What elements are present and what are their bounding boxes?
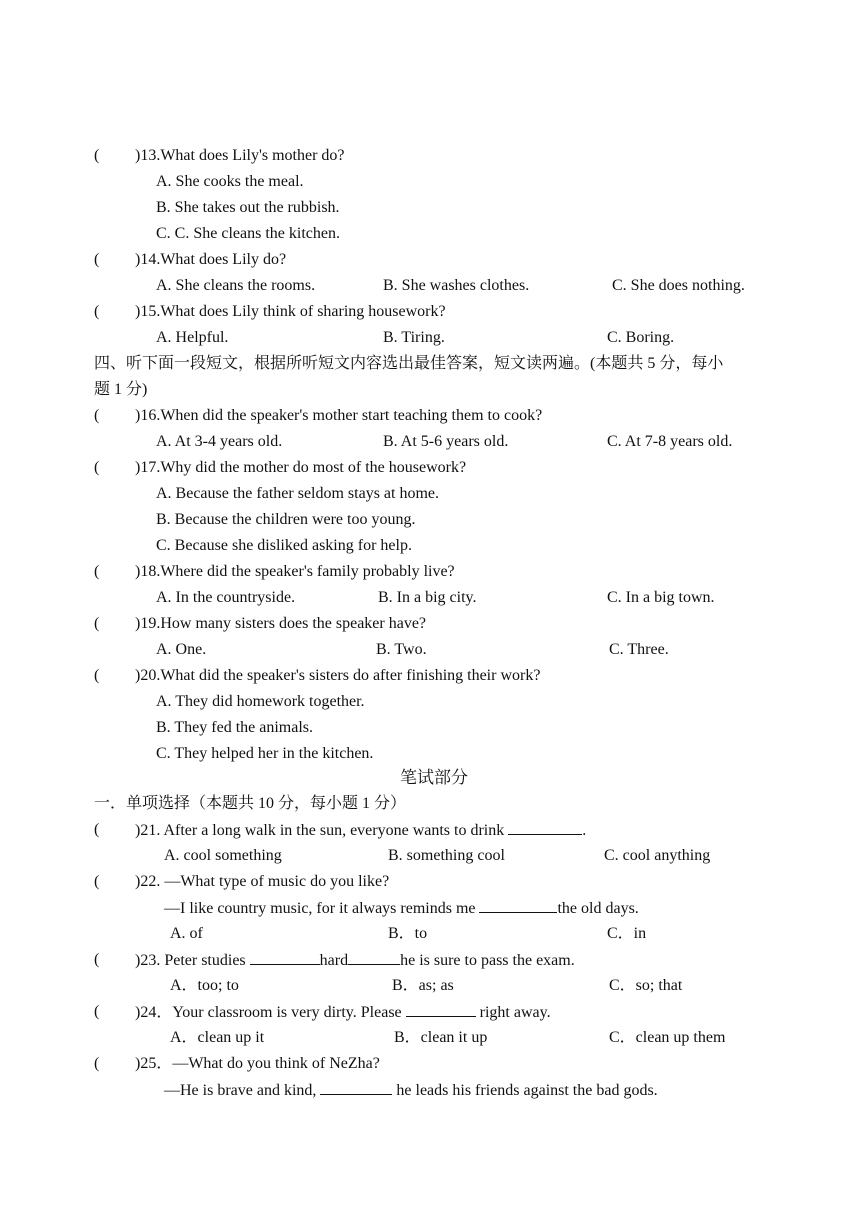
question-15 xyxy=(0,300,868,324)
section-4-instruction-cont: 题 1 分) xyxy=(94,381,148,398)
option-row xyxy=(0,844,868,868)
option-row xyxy=(0,638,868,662)
option-a: A．too; to xyxy=(170,977,239,994)
section-4-header-cont xyxy=(0,378,868,402)
answer-bracket[interactable]: ( xyxy=(94,873,100,890)
option-b: B. She takes out the rubbish. xyxy=(156,199,340,216)
option-a: A. She cleans the rooms. xyxy=(156,277,316,294)
option-b: B．to xyxy=(388,925,428,942)
answer-bracket[interactable]: ( xyxy=(94,147,100,164)
option-row xyxy=(0,716,868,740)
question-14 xyxy=(0,248,868,272)
option-row xyxy=(0,326,868,350)
question-text-start: —He is brave and kind, xyxy=(164,1082,321,1099)
option-c: C. Three. xyxy=(609,641,669,658)
question-22 xyxy=(0,870,868,894)
question-23 xyxy=(0,948,868,972)
fill-blank[interactable] xyxy=(250,948,320,965)
option-a: A. She cooks the meal. xyxy=(156,173,304,190)
option-b: B. Because the children were too young. xyxy=(156,511,416,528)
answer-bracket[interactable]: ( xyxy=(94,821,100,838)
option-b: B. Two. xyxy=(376,641,427,658)
question-text-end: . xyxy=(582,822,587,839)
question-text-start: )24．Your classroom is very dirty. Please xyxy=(135,1004,406,1021)
option-b: B. They fed the animals. xyxy=(156,719,313,736)
question-text xyxy=(135,1000,551,1025)
option-a: A. Because the father seldom stays at home. xyxy=(156,485,440,502)
option-a: A. At 3-4 years old. xyxy=(156,433,283,450)
option-c: C. Because she disliked asking for help. xyxy=(156,537,412,554)
question-text-end: the old days. xyxy=(557,900,639,917)
question-text: )22. —What type of music do you like? xyxy=(135,873,390,890)
option-c: C．so; that xyxy=(609,977,683,994)
question-text-mid: hard xyxy=(319,952,349,969)
fill-blank[interactable] xyxy=(406,1000,476,1017)
answer-bracket[interactable]: ( xyxy=(94,251,100,268)
question-17 xyxy=(0,456,868,480)
option-row xyxy=(0,430,868,454)
question-text-start: —I like country music, for it always reminds me xyxy=(164,900,480,917)
question-18 xyxy=(0,560,868,584)
option-c: C．clean up them xyxy=(609,1029,726,1046)
question-text: )20.What did the speaker's sisters do after finishing their work? xyxy=(135,667,541,684)
option-row xyxy=(0,534,868,558)
answer-bracket[interactable]: ( xyxy=(94,459,100,476)
answer-bracket[interactable]: ( xyxy=(94,615,100,632)
option-c: C. cool anything xyxy=(604,847,711,864)
question-text: )14.What does Lily do? xyxy=(135,251,287,268)
question-text-start: )21. After a long walk in the sun, everyone wants to drink xyxy=(135,822,509,839)
section-4-header xyxy=(0,352,868,376)
question-text: )15.What does Lily think of sharing housework? xyxy=(135,303,446,320)
question-20 xyxy=(0,664,868,688)
option-row xyxy=(0,742,868,766)
question-text-start: )23. Peter studies xyxy=(135,952,250,969)
option-b: B．as; as xyxy=(392,977,454,994)
written-part-title: 笔试部分 xyxy=(400,768,468,787)
option-row xyxy=(0,690,868,714)
option-row xyxy=(0,1026,868,1050)
question-text: )25．—What do you think of NeZha? xyxy=(135,1055,380,1072)
option-row xyxy=(0,508,868,532)
question-text: )19.How many sisters does the speaker have? xyxy=(135,615,427,632)
section-1-header xyxy=(0,792,868,816)
question-text: )16.When did the speaker's mother start teaching them to cook? xyxy=(135,407,543,424)
option-b: B. She washes clothes. xyxy=(383,277,530,294)
option-a: A. They did homework together. xyxy=(156,693,365,710)
option-row xyxy=(0,974,868,998)
question-25 xyxy=(0,1052,868,1076)
option-b: B．clean it up xyxy=(394,1029,488,1046)
answer-bracket[interactable]: ( xyxy=(94,951,100,968)
fill-blank[interactable] xyxy=(508,818,582,835)
question-text xyxy=(164,1078,658,1103)
option-b: B. At 5-6 years old. xyxy=(383,433,509,450)
question-22-line2 xyxy=(0,896,868,920)
question-text xyxy=(164,896,639,921)
option-c: C. C. She cleans the kitchen. xyxy=(156,225,340,242)
question-text: )18.Where did the speaker's family probably live? xyxy=(135,563,455,580)
option-b: B. something cool xyxy=(388,847,505,864)
section-1-instruction: 一．单项选择（本题共 10 分，每小题 1 分） xyxy=(94,795,407,812)
question-text-end: right away. xyxy=(475,1004,551,1021)
answer-bracket[interactable]: ( xyxy=(94,1003,100,1020)
question-text: )13.What does Lily's mother do? xyxy=(135,147,345,164)
written-part-title-row xyxy=(0,766,868,790)
question-13 xyxy=(0,144,868,168)
section-4-instruction: 四、听下面一段短文，根据所听短文内容选出最佳答案，短文读两遍。(本题共 5 分，每小 xyxy=(94,355,724,372)
option-row xyxy=(0,586,868,610)
fill-blank[interactable] xyxy=(348,948,400,965)
fill-blank[interactable] xyxy=(479,896,557,913)
option-a: A. cool something xyxy=(164,847,282,864)
option-a: A. In the countryside. xyxy=(156,589,296,606)
question-text xyxy=(135,948,575,973)
option-a: A．clean up it xyxy=(170,1029,265,1046)
question-25-line2 xyxy=(0,1078,868,1102)
question-text-end: he leads his friends against the bad gods. xyxy=(392,1082,658,1099)
question-21 xyxy=(0,818,868,842)
question-text: )17.Why did the mother do most of the housework? xyxy=(135,459,467,476)
question-16 xyxy=(0,404,868,428)
option-b: B. In a big city. xyxy=(378,589,477,606)
answer-bracket[interactable]: ( xyxy=(94,667,100,684)
answer-bracket[interactable]: ( xyxy=(94,1055,100,1072)
option-c: C．in xyxy=(607,925,647,942)
option-row xyxy=(0,222,868,246)
option-c: C. Boring. xyxy=(607,329,675,346)
option-c: C. At 7-8 years old. xyxy=(607,433,733,450)
answer-bracket[interactable]: ( xyxy=(94,303,100,320)
option-c: C. They helped her in the kitchen. xyxy=(156,745,374,762)
question-19 xyxy=(0,612,868,636)
option-a: A. One. xyxy=(156,641,207,658)
fill-blank[interactable] xyxy=(320,1078,392,1095)
option-a: A. Helpful. xyxy=(156,329,229,346)
option-a: A. of xyxy=(170,925,203,942)
option-c: C. In a big town. xyxy=(607,589,715,606)
option-row xyxy=(0,922,868,946)
answer-bracket[interactable]: ( xyxy=(94,407,100,424)
option-row xyxy=(0,196,868,220)
question-text-end: he is sure to pass the exam. xyxy=(400,952,575,969)
option-b: B. Tiring. xyxy=(383,329,445,346)
question-24 xyxy=(0,1000,868,1024)
option-row xyxy=(0,482,868,506)
question-text xyxy=(135,818,586,843)
option-c: C. She does nothing. xyxy=(612,277,745,294)
option-row xyxy=(0,274,868,298)
answer-bracket[interactable]: ( xyxy=(94,563,100,580)
option-row xyxy=(0,170,868,194)
